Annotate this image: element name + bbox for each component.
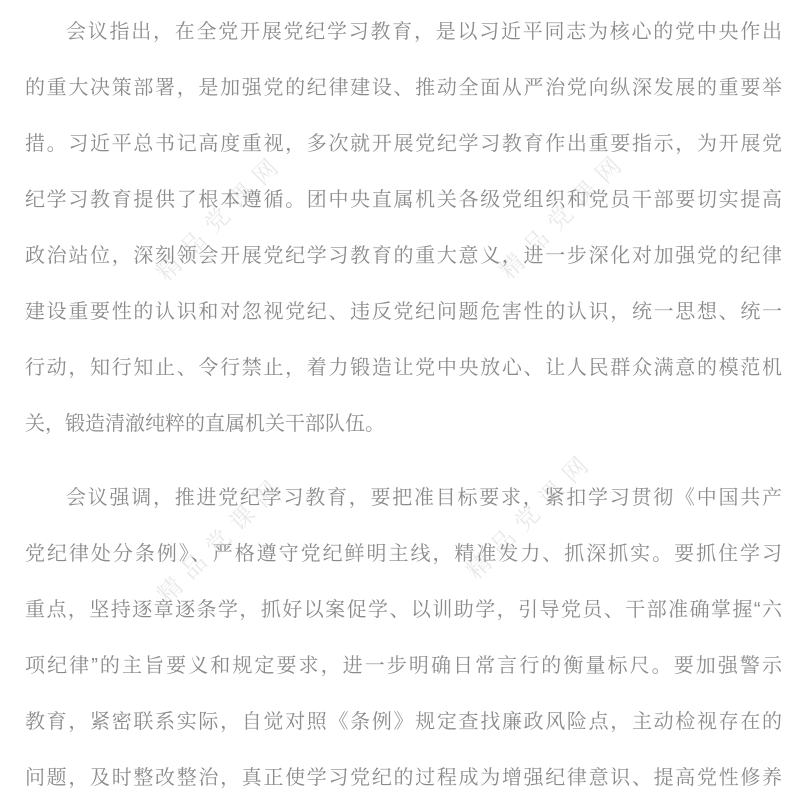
text-line: 的重大决策部署，是加强党的纪律建设、推动全面从严治党向纵深发展的重要举 [25,77,782,99]
text-line: 教育，紧密联系实际，自觉对照《条例》规定查找廉政风险点，主动检视存在的 [25,711,782,733]
paragraph-1 [25,4,782,452]
text-line: 关，锻造清澈纯粹的直属机关干部队伍。 [25,413,385,435]
text-line: 党纪律处分条例》、严格遵守党纪鲜明主线，精准发力、抓深抓实。要抓住学习 [25,543,782,565]
watermark-text: 精品党课网 [152,469,292,609]
text-line: 建设重要性的认识和对忽视党纪、违反党纪问题危害性的认识，统一思想、统一 [25,301,782,323]
text-line: 问题，及时整改整治，真正使学习党纪的过程成为增强纪律意识、提高党性修养 [25,767,782,789]
text-line: 项纪律”的主旨要义和规定要求，进一步明确日常言行的衡量标尺。要加强警示 [25,655,782,677]
text-line: 重点，坚持逐章逐条学，抓好以案促学、以训助学，引导党员、干部准确掌握“六 [25,599,782,621]
text-line: 纪学习教育提供了根本遵循。团中央直属机关各级党组织和党员干部要切实提高 [25,189,782,211]
watermark-text: 精品党课网 [494,145,634,285]
watermark-text: 精品党课网 [151,147,291,287]
text-line: 措。习近平总书记高度重视，多次就开展党纪学习教育作出重要指示，为开展党 [25,133,782,155]
text-line: 会议强调，推进党纪学习教育，要把准目标要求，紧扣学习贯彻《中国共产 [66,487,782,509]
article-body [25,4,782,800]
text-line: 政治站位，深刻领会开展党纪学习教育的重大意义，进一步深化对加强党的纪律 [25,245,782,267]
text-line: 会议指出，在全党开展党纪学习教育，是以习近平同志为核心的党中央作出 [66,21,782,43]
paragraph-2 [25,470,782,800]
watermark-text: 精品党课网 [461,445,601,585]
text-line: 行动，知行知止、令行禁止，着力锻造让党中央放心、让人民群众满意的模范机 [25,357,782,379]
